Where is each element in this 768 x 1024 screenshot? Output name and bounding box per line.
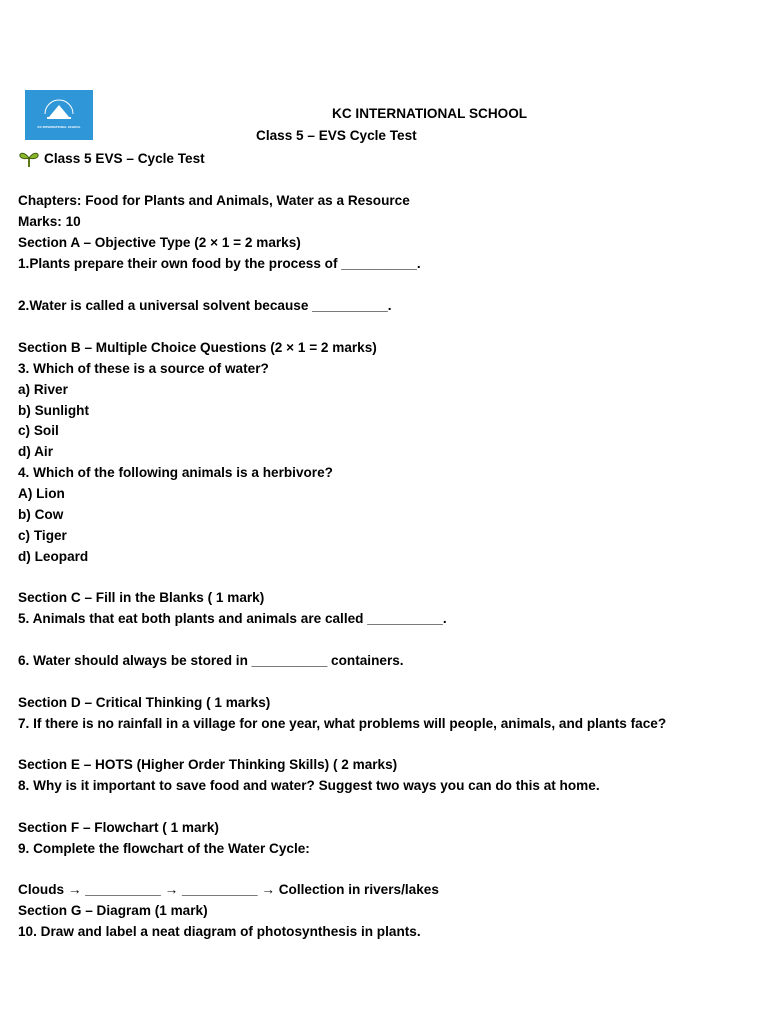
question-5: 5. Animals that eat both plants and animals are called __________. — [18, 611, 447, 626]
question-3-option-c: c) Soil — [18, 423, 59, 438]
test-title: Class 5 – EVS Cycle Test — [256, 128, 417, 143]
chapters-line: Chapters: Food for Plants and Animals, Water as a Resource — [18, 193, 410, 208]
question-1: 1.Plants prepare their own food by the process of __________. — [18, 256, 421, 271]
section-a-heading: Section A – Objective Type (2 × 1 = 2 marks) — [18, 235, 301, 250]
logo-text: KC INTERNATIONAL SCHOOL — [37, 125, 81, 129]
question-4: 4. Which of the following animals is a herbivore? — [18, 465, 333, 480]
sprout-title: Class 5 EVS – Cycle Test — [44, 151, 205, 166]
school-logo-icon — [25, 90, 93, 140]
question-6: 6. Water should always be stored in __________ containers. — [18, 653, 404, 668]
question-4-option-d: d) Leopard — [18, 549, 89, 564]
question-4-option-a: A) Lion — [18, 486, 65, 501]
question-7: 7. If there is no rainfall in a village for one year, what problems will people, animals, and plants face? — [18, 716, 667, 731]
section-f-heading: Section F – Flowchart ( 1 mark) — [18, 820, 219, 835]
question-3-option-d: d) Air — [18, 444, 53, 459]
section-e-heading: Section E – HOTS (Higher Order Thinking Skills) ( 2 marks) — [18, 757, 398, 772]
section-g-heading: Section G – Diagram (1 mark) — [18, 903, 208, 918]
section-b-heading: Section B – Multiple Choice Questions (2 × 1 = 2 marks) — [18, 340, 377, 355]
section-d-heading: Section D – Critical Thinking ( 1 marks) — [18, 695, 271, 710]
sprout-icon — [18, 150, 40, 168]
section-c-heading: Section C – Fill in the Blanks ( 1 mark) — [18, 590, 265, 605]
question-3: 3. Which of these is a source of water? — [18, 361, 269, 376]
marks-line: Marks: 10 — [18, 214, 81, 229]
water-cycle-flowchart: Clouds → __________ → __________ → Collection in rivers/lakes — [18, 882, 439, 897]
question-2: 2.Water is called a universal solvent because __________. — [18, 298, 392, 313]
question-4-option-c: c) Tiger — [18, 528, 67, 543]
question-3-option-b: b) Sunlight — [18, 403, 89, 418]
question-8: 8. Why is it important to save food and water? Suggest two ways you can do this at home. — [18, 778, 600, 793]
question-4-option-b: b) Cow — [18, 507, 64, 522]
question-3-option-a: a) River — [18, 382, 68, 397]
school-name: KC INTERNATIONAL SCHOOL — [332, 106, 528, 121]
question-10: 10. Draw and label a neat diagram of photosynthesis in plants. — [18, 924, 421, 939]
question-9: 9. Complete the flowchart of the Water Cycle: — [18, 841, 310, 856]
